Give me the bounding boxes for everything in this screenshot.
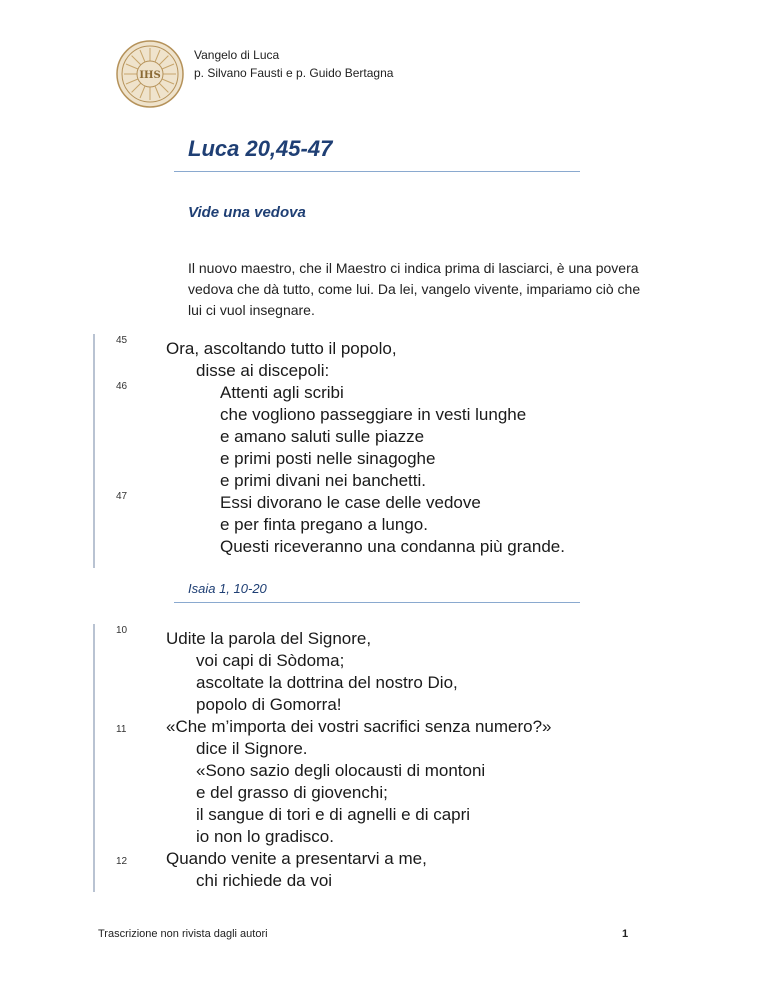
reference-divider	[174, 602, 580, 603]
verse-line: e primi posti nelle sinagoghe	[220, 449, 436, 468]
passage-margin-bar	[93, 334, 95, 568]
verse-line: e del grasso di giovenchi;	[196, 783, 388, 802]
verse-number: 12	[116, 856, 128, 867]
verse-line: popolo di Gomorra!	[196, 695, 342, 714]
verse-line: Quando venite a presentarvi a me,	[166, 849, 427, 868]
verse-number: 47	[116, 491, 128, 502]
document-header	[194, 46, 393, 82]
verse-line: ascoltate la dottrina del nostro Dio,	[196, 673, 458, 692]
footer-note: Trascrizione non rivista dagli autori	[98, 928, 268, 940]
verse-line: e per finta pregano a lungo.	[220, 515, 428, 534]
passage-verses	[166, 338, 565, 558]
passage-intro: Il nuovo maestro, che il Maestro ci indica prima di lasciarci, è una povera vedova che dà tutto, come lui. Da lei, vangelo vivente, impariamo ciò che lui ci vuol insegnare.	[188, 260, 641, 318]
passage-subtitle: Vide una vedova	[188, 204, 306, 221]
verse-number: 10	[116, 625, 128, 636]
verse-line: Essi divorano le case delle vedove	[220, 493, 481, 512]
passage-title: Luca 20,45-47	[188, 136, 333, 161]
verse-line: Udite la parola del Signore,	[166, 629, 372, 648]
verse-number: 45	[116, 335, 128, 346]
reference-title: Isaia 1, 10-20	[188, 581, 267, 596]
verse-line: il sangue di tori e di agnelli e di capri	[196, 805, 471, 824]
verse-line: «Sono sazio degli olocausti di montoni	[196, 761, 486, 780]
verse-line: io non lo gradisco.	[196, 827, 334, 846]
verse-line: che vogliono passeggiare in vesti lunghe	[220, 405, 527, 424]
verse-line: disse ai discepoli:	[196, 361, 330, 380]
svg-text:IHS: IHS	[139, 70, 161, 81]
verse-line: Questi riceveranno una condanna più grande.	[220, 537, 565, 556]
verse-line: Ora, ascoltando tutto il popolo,	[166, 339, 397, 358]
header-authors: p. Silvano Fausti e p. Guido Bertagna	[194, 66, 394, 80]
verse-line: «Che m’importa dei vostri sacrifici senza numero?»	[166, 717, 552, 736]
jesuit-seal-logo	[116, 40, 184, 108]
header-book-title: Vangelo di Luca	[194, 48, 280, 62]
verse-line: dice il Signore.	[196, 739, 308, 758]
verse-line: e primi divani nei banchetti.	[220, 471, 427, 490]
title-divider	[174, 171, 580, 172]
verse-line: voi capi di Sòdoma;	[196, 651, 345, 670]
verse-number: 11	[116, 724, 127, 735]
reference-verses	[166, 628, 552, 892]
page-number: 1	[622, 928, 629, 940]
verse-line: Attenti agli scribi	[220, 383, 344, 402]
reference-margin-bar	[93, 624, 95, 892]
verse-line: e amano saluti sulle piazze	[220, 427, 425, 446]
verse-number: 46	[116, 381, 128, 392]
verse-line: chi richiede da voi	[196, 871, 333, 890]
